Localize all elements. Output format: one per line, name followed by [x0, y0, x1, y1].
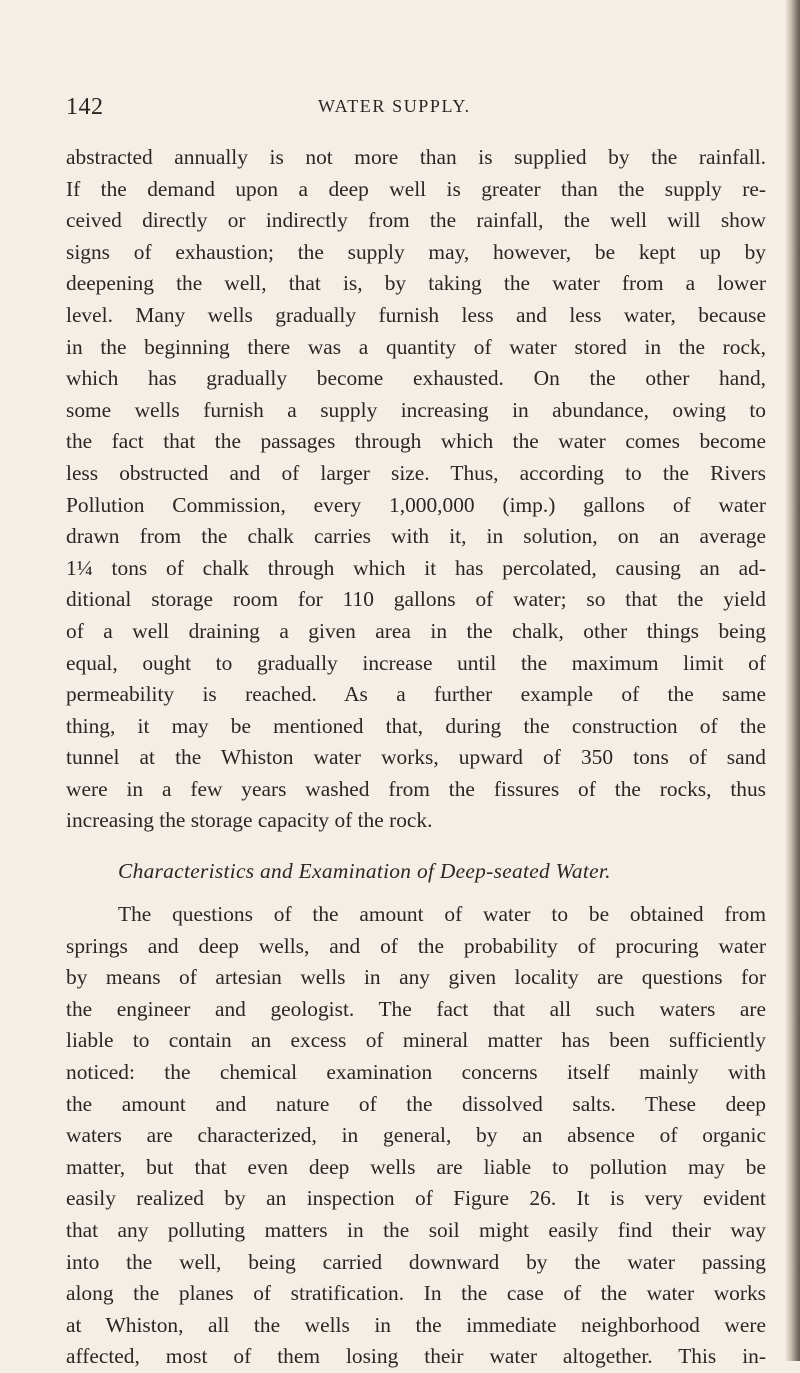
text-line: drawn from the chalk carries with it, in solution, on an average [66, 524, 766, 549]
text-line: less obstructed and of larger size. Thus, according to the Rivers [66, 460, 766, 485]
text-line: by means of artesian wells in any given locality are questions for [66, 965, 766, 990]
text-line: along the planes of stratification. In the case of the water works [66, 1281, 766, 1306]
page-header [66, 94, 766, 130]
text-line: deepening the well, that is, by taking the water from a lower [66, 271, 766, 296]
text-line: equal, ought to gradually increase until the maximum limit of [66, 650, 766, 675]
text-line: ditional storage room for 110 gallons of water; so that the yield [66, 587, 766, 612]
text-line: increasing the storage capacity of the rock. [66, 808, 433, 833]
text-line: level. Many wells gradually furnish less and less water, because [66, 302, 766, 327]
text-line: in the beginning there was a quantity of water stored in the rock, [66, 334, 766, 359]
text-line: noticed: the chemical examination concerns itself mainly with [66, 1060, 766, 1085]
text-line: thing, it may be mentioned that, during the construction of the [66, 713, 766, 738]
spacer [66, 889, 766, 899]
text-line: abstracted annually is not more than is supplied by the rainfall. [66, 145, 766, 169]
text-line: the engineer and geologist. The fact that all such waters are [66, 996, 766, 1021]
spacer [66, 837, 766, 853]
text-line: The questions of the amount of water to be obtained from [118, 902, 766, 927]
text-line: Pollution Commission, every 1,000,000 (imp.) gallons of water [66, 492, 766, 517]
text-line: easily realized by an inspection of Figure 26. It is very evident [66, 1186, 766, 1211]
text-line: that any polluting matters in the soil might easily find their way [66, 1218, 766, 1242]
text-line: were in a few years washed from the fissures of the rocks, thus [66, 776, 766, 801]
text-line: the amount and nature of the dissolved salts. These deep [66, 1091, 766, 1116]
paragraph-1 [66, 142, 766, 837]
text-line: which has gradually become exhausted. On the other hand, [66, 366, 766, 391]
text-line: matter, but that even deep wells are liable to pollution may be [66, 1154, 766, 1179]
text-line: the fact that the passages through which the water comes become [66, 429, 766, 454]
text-line: waters are characterized, in general, by an absence of organic [66, 1123, 766, 1148]
text-line: signs of exhaustion; the supply may, however, be kept up by [66, 239, 766, 264]
text-line: ceived directly or indirectly from the rainfall, the well will show [66, 208, 766, 233]
page-number: 142 [66, 94, 104, 120]
running-title: WATER SUPPLY. [318, 96, 471, 116]
text-line: springs and deep wells, and of the probability of procuring water [66, 933, 766, 958]
text-line: affected, most of them losing their water altogether. This in- [66, 1344, 766, 1369]
text-line: at Whiston, all the wells in the immediate neighborhood were [66, 1312, 766, 1337]
text-line: tunnel at the Whiston water works, upward of 350 tons of sand [66, 745, 766, 770]
text-line: of a well draining a given area in the chalk, other things being [66, 618, 766, 643]
section-heading: Characteristics and Examination of Deep-seated Water. [118, 859, 611, 884]
text-line: 1¼ tons of chalk through which it has percolated, causing an ad- [66, 555, 766, 580]
text-line: liable to contain an excess of mineral matter has been sufficiently [66, 1028, 766, 1053]
text-line: permeability is reached. As a further example of the same [66, 682, 766, 707]
text-line: If the demand upon a deep well is greater than the supply re- [66, 176, 766, 201]
paragraph-2 [66, 899, 766, 1373]
page-edge-shadow [786, 0, 800, 1361]
text-line: some wells furnish a supply increasing in abundance, owing to [66, 397, 766, 422]
body-text [66, 142, 766, 1373]
text-line: into the well, being carried downward by the water passing [66, 1249, 766, 1274]
